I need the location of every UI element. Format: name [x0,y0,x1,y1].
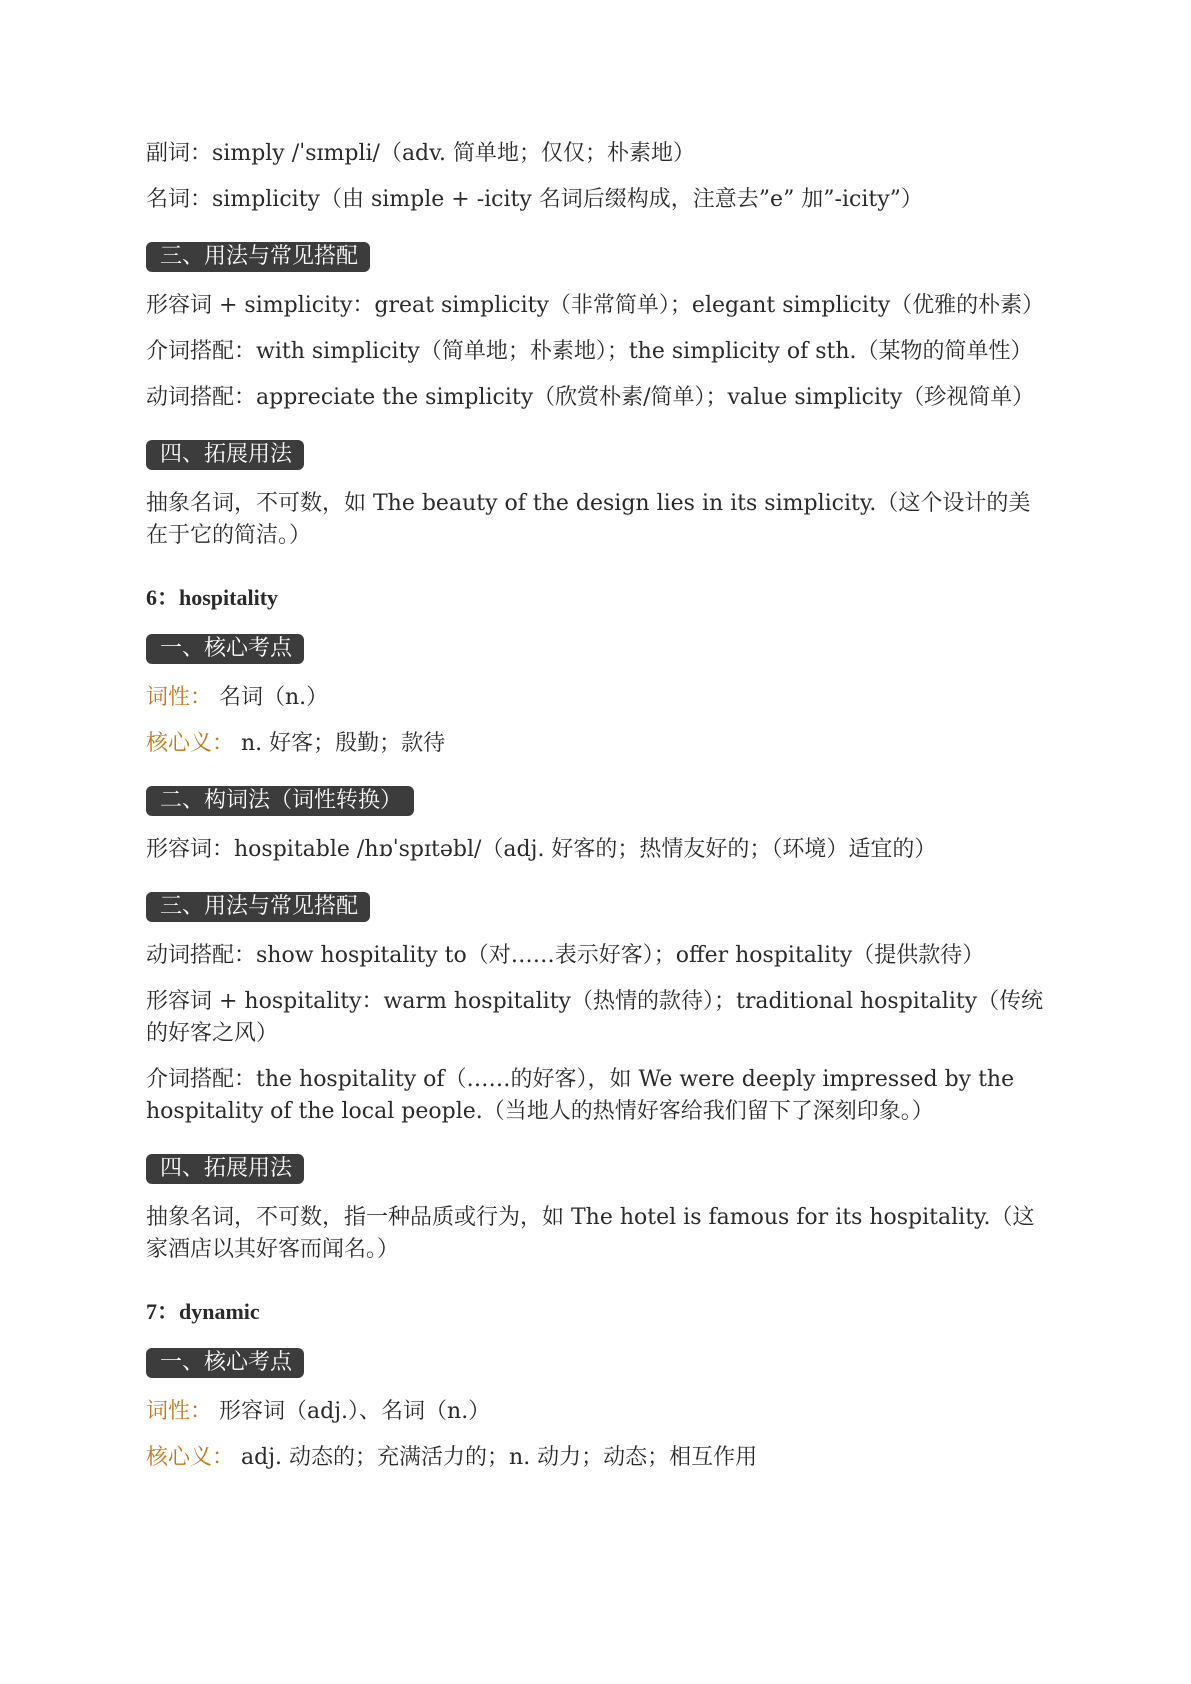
section-badge-usage: 三、用法与常见搭配 [146,892,370,922]
usage-line: 动词搭配：appreciate the simplicity（欣赏朴素/简单）；value simplicity（珍视简单） [146,385,1035,410]
section-badge-extended: 四、拓展用法 [146,1154,304,1184]
noun-form-line: 名词：simplicity（由 simple + -icity 名词后缀构成，注意去”e” 加”-icity”） [146,187,923,212]
part-of-speech-label: 词性： [146,685,213,710]
part-of-speech-label: 词性： [146,1399,213,1424]
part-of-speech-value: 形容词（adj.）、名词（n.） [219,1399,491,1424]
usage-line: 介词搭配：the hospitality of（……的好客），如 We were deeply impressed by the hospitality of the local people.（当地人的热情好客给我们留下了深刻印象。） [146,1067,1015,1124]
usage-line: 形容词 + hospitality：warm hospitality（热情的款待）；traditional hospitality（传统的好客之风） [146,989,1044,1046]
section-badge-core: 一、核心考点 [146,634,304,664]
part-of-speech-line [146,1396,1045,1428]
usage-line: 形容词 + simplicity：great simplicity（非常简单）；elegant simplicity（优雅的朴素） [146,293,1045,318]
part-of-speech-line [146,682,1045,714]
usage-line: 动词搭配：show hospitality to（对……表示好客）；offer hospitality（提供款待） [146,943,985,968]
core-meaning-label: 核心义： [146,731,235,756]
derivation-line: 形容词：hospitable /hɒˈspɪtəbl/（adj. 好客的；热情友好的；（环境）适宜的） [146,837,937,862]
core-meaning-value: adj. 动态的；充满活力的；n. 动力；动态；相互作用 [241,1445,758,1470]
section-badge-derivation: 二、构词法（词性转换） [146,786,414,816]
core-meaning-line [146,1442,1045,1474]
section-badge-extended: 四、拓展用法 [146,440,304,470]
word-heading-dynamic: 7：dynamic [146,1299,260,1324]
core-meaning-label: 核心义： [146,1445,235,1470]
core-meaning-value: n. 好客；殷勤；款待 [241,731,446,756]
section-badge-core: 一、核心考点 [146,1348,304,1378]
extended-usage-paragraph: 抽象名词，不可数，指一种品质或行为，如 The hotel is famous for its hospitality.（这家酒店以其好客而闻名。） [146,1205,1035,1262]
usage-line: 介词搭配：with simplicity（简单地；朴素地）；the simplicity of sth.（某物的简单性） [146,339,1033,364]
extended-usage-paragraph: 抽象名词，不可数，如 The beauty of the design lies in its simplicity.（这个设计的美在于它的简洁。） [146,491,1031,548]
section-badge-usage: 三、用法与常见搭配 [146,242,370,272]
word-heading-hospitality: 6：hospitality [146,585,279,610]
core-meaning-line [146,728,1045,760]
adverb-form-line: 副词：simply /ˈsɪmpli/（adv. 简单地；仅仅；朴素地） [146,141,695,166]
part-of-speech-value: 名词（n.） [219,685,329,710]
